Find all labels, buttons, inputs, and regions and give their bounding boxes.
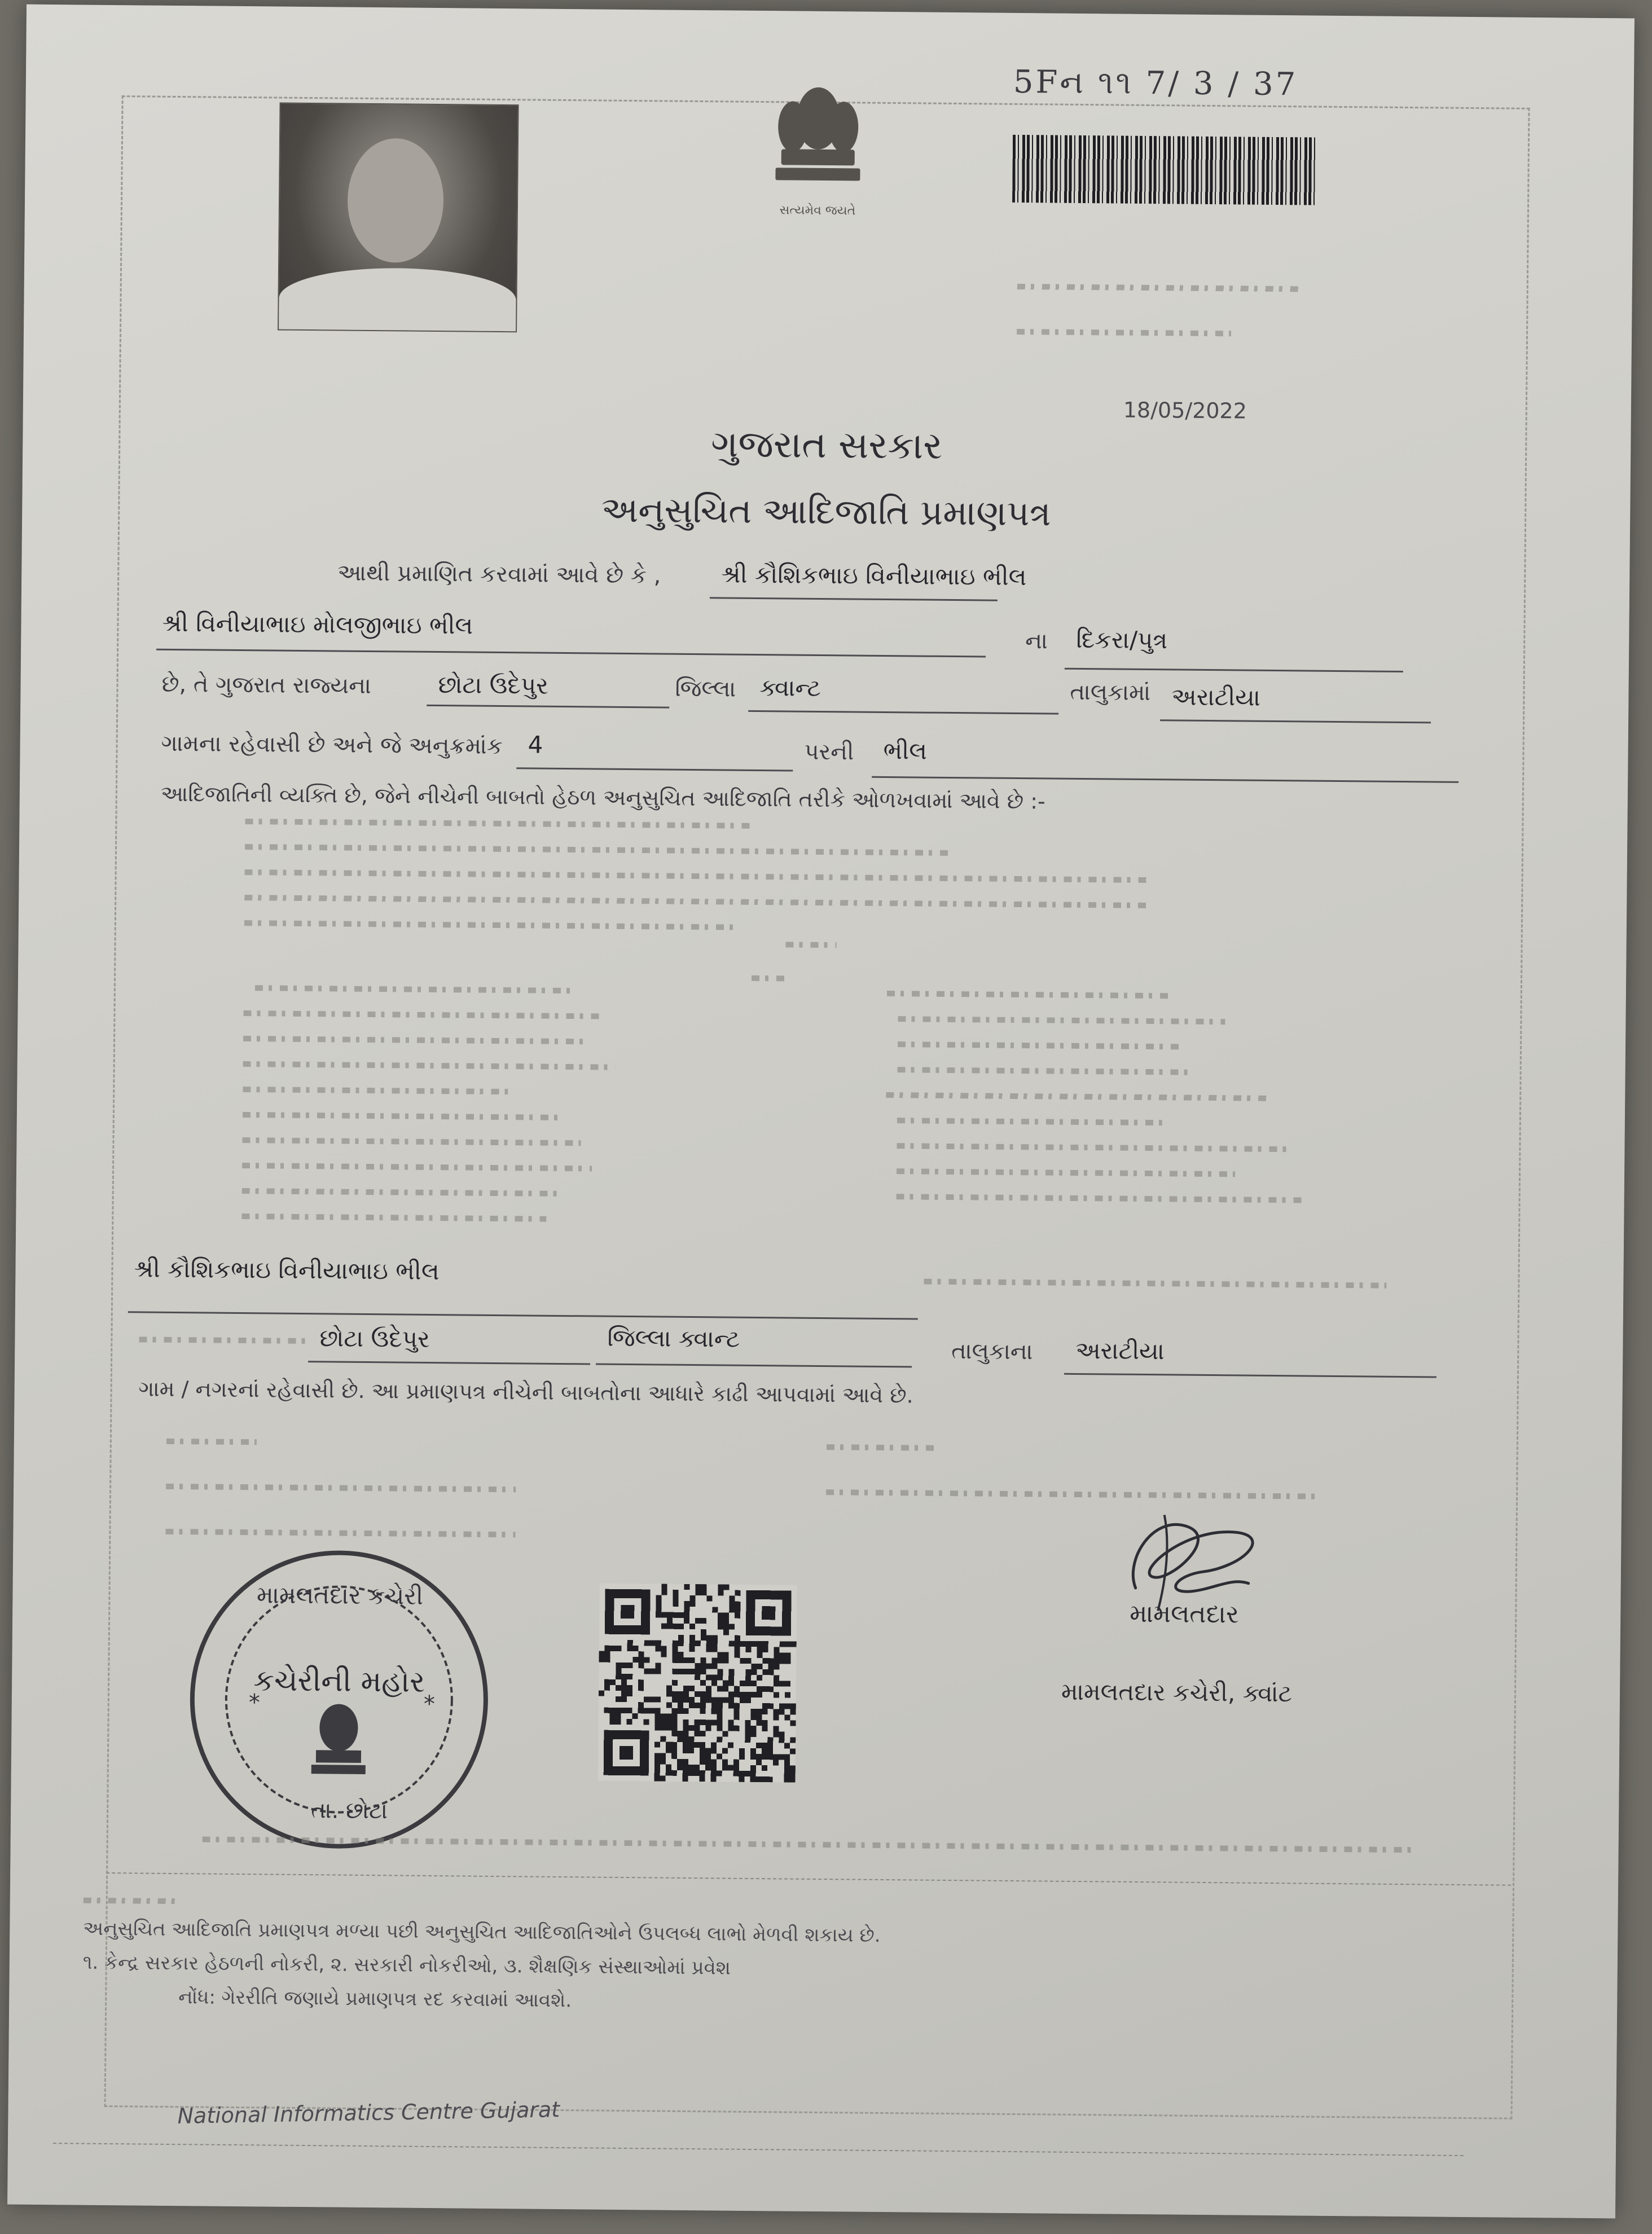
certificate-title: અનુસુચિત આદિજાતિ પ્રમાણપત્ર — [601, 489, 1052, 534]
serial-number: 4 — [528, 731, 543, 759]
certify-label: આથી પ્રમાણિત કરવામાં આવે છે કે , — [337, 560, 661, 589]
note-line-2: ૧. કેન્દ્ર સરકાર હેઠળની નોકરી, ૨. સરકારી નોકરીઓ, ૩. શૈક્ષણિક સંસ્થાઓમાં પ્રવેશ — [82, 1951, 731, 1980]
seal-center-text: કચેરીની મહોર — [253, 1664, 425, 1699]
signatory-title: મામલતદાર — [1130, 1599, 1239, 1629]
government-title: ગુજરાત સરકાર — [710, 422, 943, 468]
subdistrict: ક્વાન્ટ — [759, 674, 821, 702]
second-subdistrict: જિલ્લા ક્વાન્ટ — [607, 1323, 740, 1353]
barcode — [1012, 135, 1317, 205]
seal-top-text: મામલતદાર કચેરી — [256, 1581, 424, 1610]
of-label: ના — [1025, 628, 1048, 654]
second-village: અરાટીયા — [1075, 1336, 1165, 1365]
certificate-sheet — [7, 5, 1635, 2219]
basis-list — [27, 5, 1635, 19]
resident-label: ગામના રહેવાસી છે અને જે અનુક્રમાંક — [161, 730, 503, 760]
state-label: છે, તે ગુજરાત રાજ્યના — [161, 671, 372, 700]
description-text: આદિજાતિની વ્યક્તિ છે, જેને નીચેની બાબતો હેઠળ અનુસુચિત આદિજાતિ તરીકે ઓળખવામાં આવે છે :- — [160, 781, 1045, 814]
father-name: શ્રી વિનીયાભાઇ મોલજીભાઇ ભીલ — [162, 609, 473, 640]
second-taluka-label: તાલુકાના — [951, 1338, 1033, 1365]
second-district: છોટા ઉદેપુર — [319, 1324, 430, 1353]
district-label: જિલ્લા — [675, 675, 736, 702]
signatory-office: મામલતદાર કચેરી, ક્વાંટ — [1061, 1677, 1293, 1708]
issue-date: 18/05/2022 — [1123, 397, 1247, 424]
legal-clauses-block — [27, 5, 1635, 19]
act-list-left — [27, 5, 1635, 19]
applicant-photo — [278, 103, 519, 333]
tribe-label: પરની — [804, 738, 854, 766]
svg-text:*: * — [423, 1691, 436, 1718]
note-line-1: અનુસુચિત આદિજાતિ પ્રમાણપત્ર મળ્યા પછી અનુસુચિત આદિજાતિઓને ઉપલબ્ધ લાભો મેળવી શકાય છે. — [83, 1917, 881, 1947]
second-resident-line: ગામ / નગરનાં રહેવાસી છે. આ પ્રમાણપત્ર નીચેની બાબતોના આધારે કાઢી આપવામાં આવે છે. — [138, 1376, 913, 1408]
applicant-name: શ્રી કૌશિકભાઇ વિનીયાભાઇ ભીલ — [721, 560, 1027, 591]
form-number: 5Fન ૧૧ 7/ 3 / 37 — [1013, 63, 1298, 103]
footer-credit: National Informatics Centre Gujarat — [177, 2097, 560, 2129]
tribe: ભીલ — [883, 736, 928, 765]
emblem-caption: સત્યમેવ જયતે — [779, 203, 856, 218]
office-seal — [179, 1540, 498, 1859]
svg-text:*: * — [248, 1690, 261, 1716]
note-line-3: નોંધ: ગેરરીતિ જણાયે પ્રમાણપત્ર રદ કરવામાં આવશે. — [178, 1986, 572, 2012]
relation: દિકરા/પુત્ર — [1076, 625, 1168, 654]
second-applicant-name: શ્રી કૌશિકભાઇ વિનીયાભાઇ ભીલ — [134, 1255, 440, 1286]
national-emblem-icon — [758, 78, 878, 232]
district: છોટા ઉદેપુર — [438, 671, 549, 700]
taluka-label: તાલુકામાં — [1070, 679, 1151, 706]
seal-bottom-text: તા. છોટા — [311, 1797, 388, 1824]
act-list-right — [27, 5, 1635, 19]
village: અરાટીયા — [1171, 683, 1261, 711]
qr-code — [598, 1584, 797, 1783]
